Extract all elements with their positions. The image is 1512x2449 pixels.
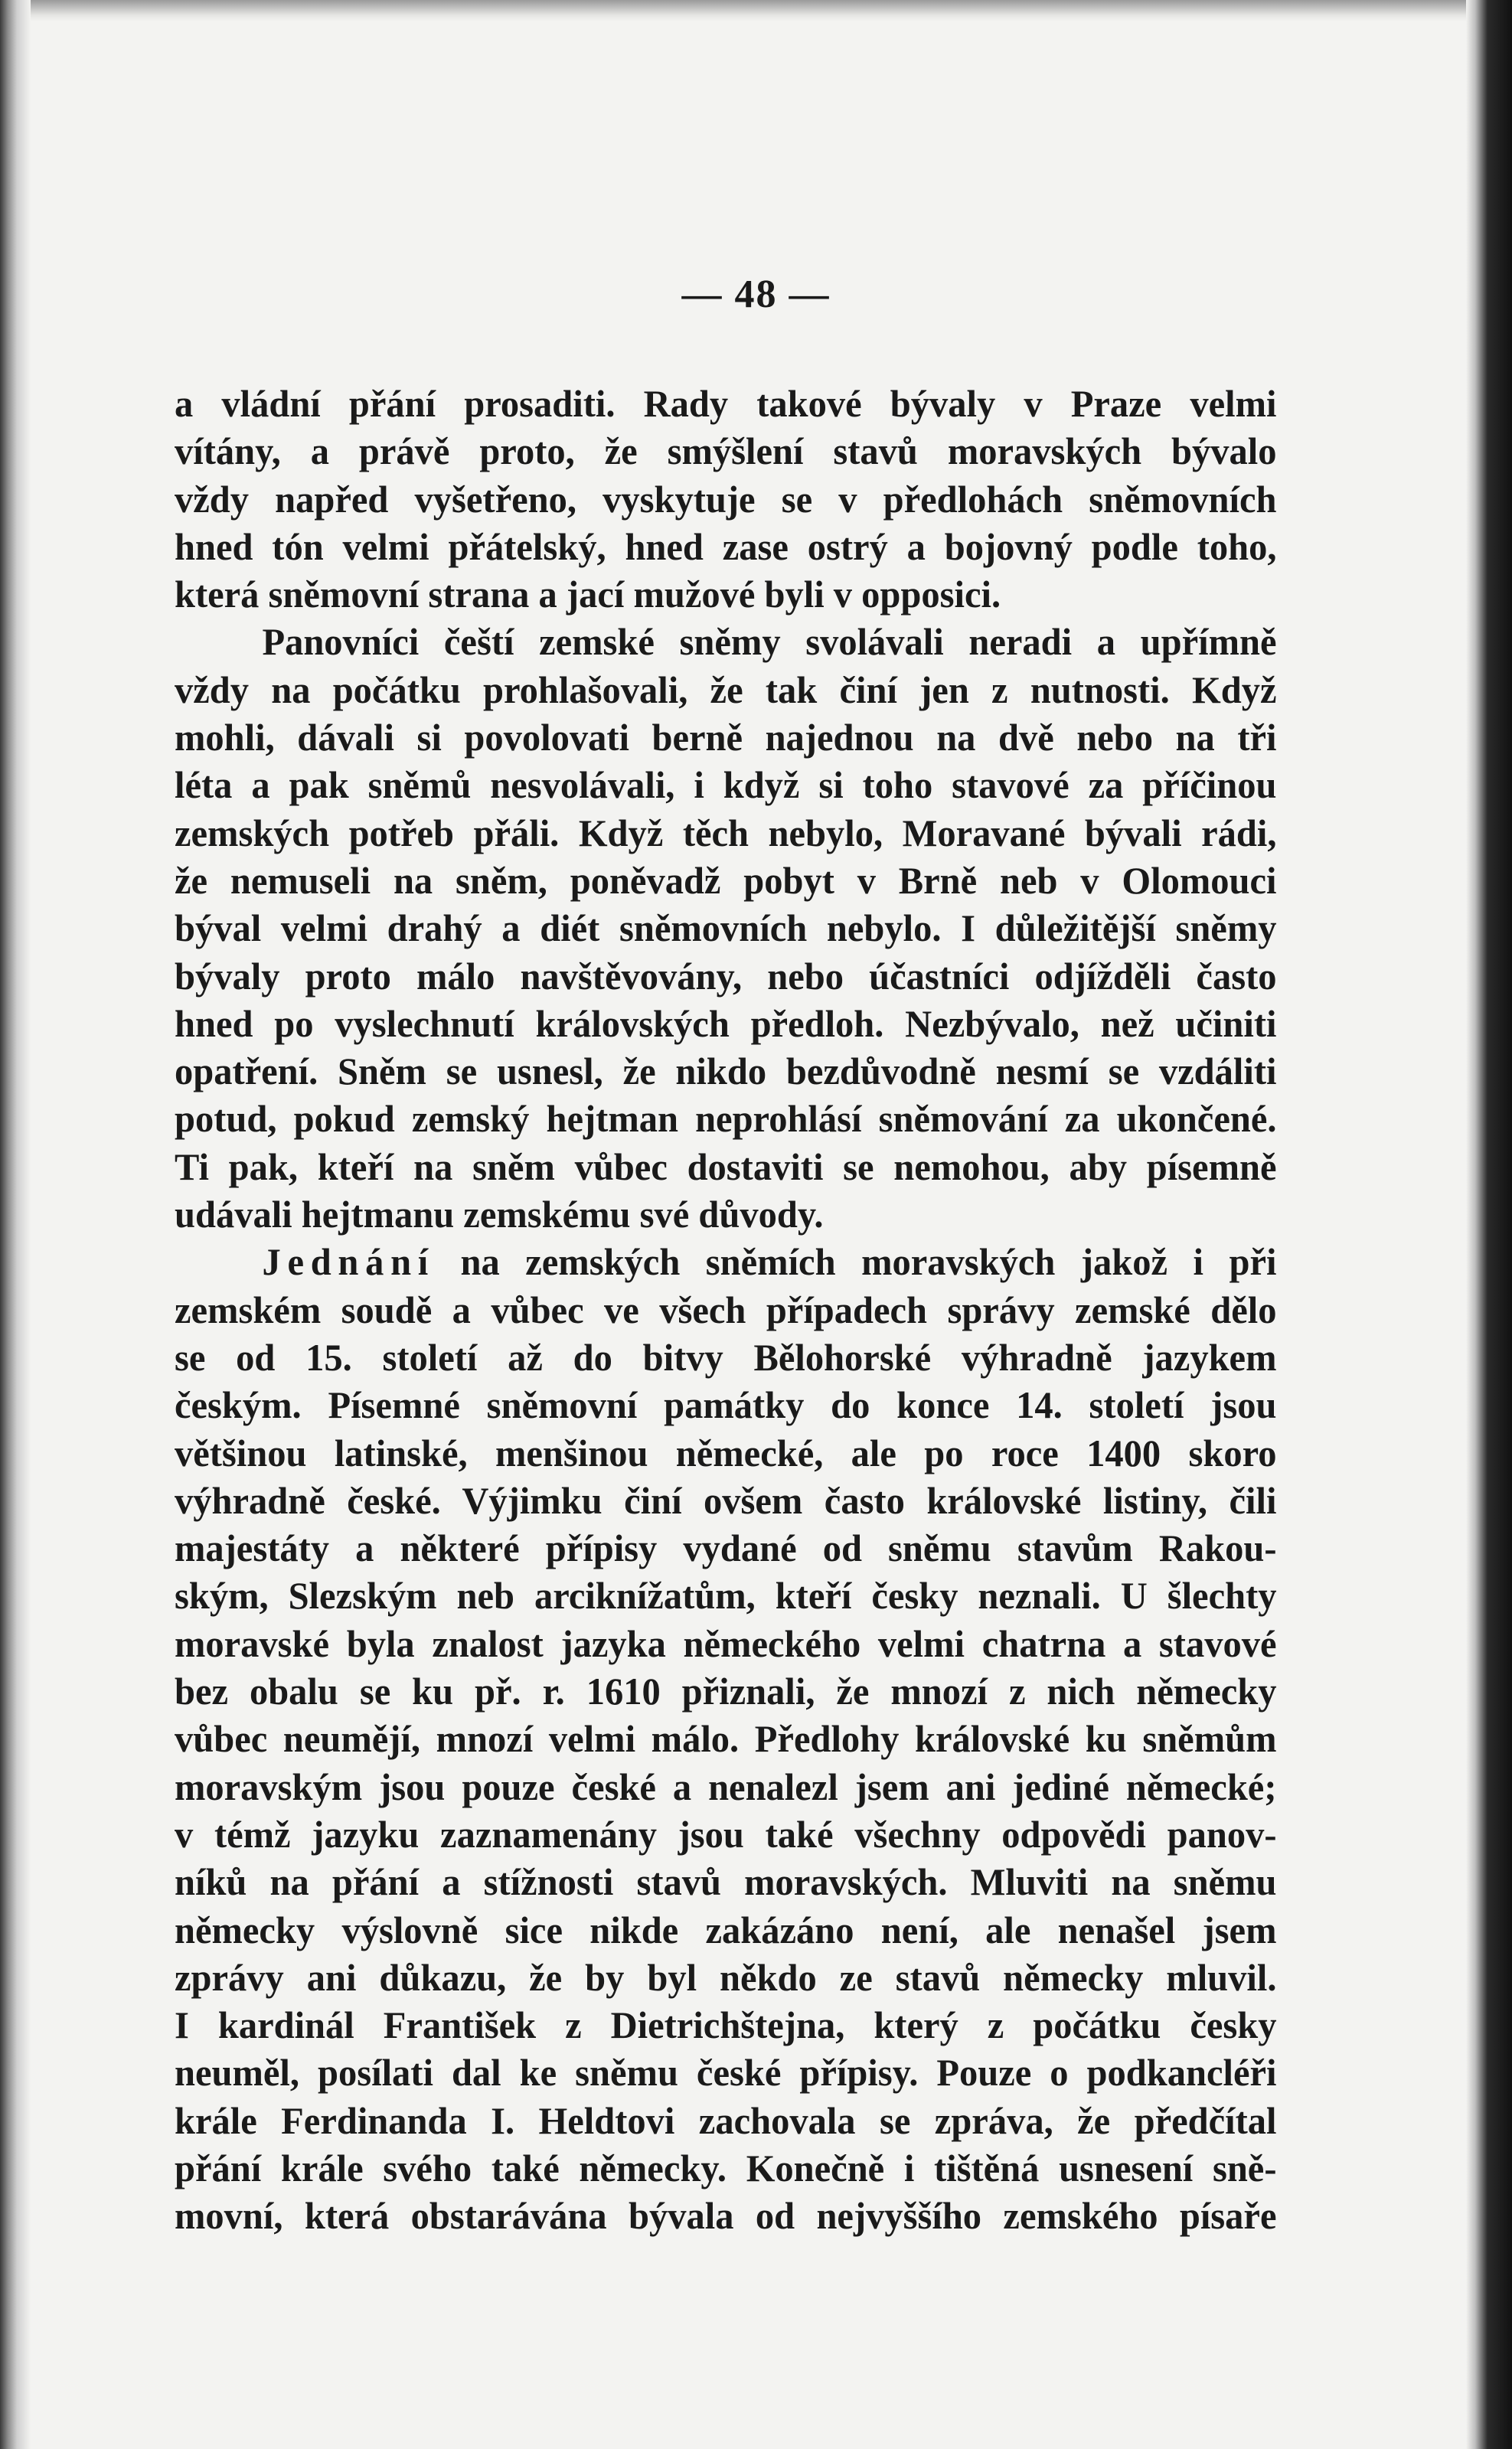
text-line: která sněmovní strana a jací mužové byli v opposici. [175,573,1001,616]
text-line: většinou latinské, menšinou německé, ale po roce 1400 skoro [175,1431,1277,1474]
text-line: hned tón velmi přátelský, hned zase ostrý a bojovný podle toho, [175,524,1277,568]
text-line: krále Ferdinanda I. Heldtovi zachovala se zpráva, že předčítal [175,2098,1277,2142]
scan-edge-top [0,0,1512,21]
text-line: léta a pak sněmů nesvolávali, i když si toho stavové za příčinou [175,763,1277,807]
text-line: vždy napřed vyšetřeno, vyskytuje se v předlohách sněmovních [175,477,1277,521]
text-line: že nemuseli na sněm, poněvadž pobyt v Brně neb v Olomouci [175,858,1277,902]
text-line: moravské byla znalost jazyka německého velmi chatrna a stavové [175,1621,1277,1665]
text-line: Ti pak, kteří na sněm vůbec dostaviti se nemohou, aby písemně [175,1144,1277,1188]
text-line: potud, pokud zemský hejtman neprohlásí sněmování za ukončené. [175,1097,1277,1141]
text-line: opatření. Sněm se usnesl, že nikdo bezdůvodně nesmí se vzdáliti [175,1050,1277,1093]
text-line: majestáty a některé přípisy vydané od sněmu stavům Rakou- [175,1527,1277,1570]
text-line: ským, Slezským neb arciknížatům, kteří česky neznali. U šlechty [175,1574,1277,1618]
text-line: výhradně české. Výjimku činí ovšem často královské listiny, čili [175,1478,1277,1522]
text-line: níků na přání a stížnosti stavů moravských. Mluviti na sněmu [175,1860,1277,1904]
body-text [175,380,1311,2240]
text-line: německy výslovně sice nikde zakázáno není, ale nenašel jsem [175,1908,1277,1951]
text-line: vždy na počátku prohlašovali, že tak činí jen z nutnosti. Když [175,668,1277,711]
emphasized-word: Jednání [262,1240,436,1284]
text-line: neuměl, posílati dal ke sněmu české přípisy. Pouze o podkancléři [175,2051,1277,2095]
scan-edge-left [0,0,31,2449]
text-line: bývaly proto málo navštěvovány, nebo účastníci odjížděli často [175,954,1277,998]
text-line: českým. Písemné sněmovní památky do konce 14. století jsou [175,1383,1277,1427]
scan-edge-right [1466,0,1512,2449]
text-line: hned po vyslechnutí královských předloh. Nezbývalo, než učiniti [175,1001,1277,1045]
text-line [175,1238,1276,1285]
text-line: bez obalu se ku př. r. 1610 přiznali, že mnozí z nich německy [175,1670,1277,1713]
text-line: Panovníci čeští zemské sněmy svolávali neradi a upřímně [262,620,1277,664]
text-line: přání krále svého také německy. Konečně i tištěná usnesení sně- [175,2146,1277,2189]
text-line: mohli, dávali si povolovati berně najednou na dvě nebo na tři [175,716,1277,759]
text-line-rest: na zemských sněmích moravských jakož i při [460,1240,1277,1284]
text-line: zemském soudě a vůbec ve všech případech správy zemské dělo [175,1288,1277,1331]
text-line: v témž jazyku zaznamenány jsou také všechny odpovědi panov- [175,1812,1277,1856]
text-line: vůbec neumějí, mnozí velmi málo. Předlohy královské ku sněmům [175,1717,1277,1761]
page-number: — 48 — [681,273,831,316]
text-line: zprávy ani důkazu, že by byl někdo ze stavů německy mluvil. [175,1955,1277,1999]
text-line: I kardinál František z Dietrichštejna, který z počátku česky [175,2003,1277,2047]
text-line: zemských potřeb přáli. Když těch nebylo, Moravané bývali rádi, [175,811,1277,854]
text-line: se od 15. století až do bitvy Bělohorské výhradně jazykem [175,1335,1277,1379]
text-line: moravským jsou pouze české a nenalezl jsem ani jediné německé; [175,1765,1277,1808]
text-line: udávali hejtmanu zemskému své důvody. [175,1193,824,1236]
text-line: a vládní přání prosaditi. Rady takové bývaly v Praze velmi [175,382,1277,425]
text-line: movní, která obstarávána bývala od nejvyššího zemského písaře [175,2194,1277,2238]
text-line: býval velmi drahý a diét sněmovních nebylo. I důležitější sněmy [175,906,1277,950]
text-line: vítány, a právě proto, že smýšlení stavů moravských bývalo [175,429,1277,473]
